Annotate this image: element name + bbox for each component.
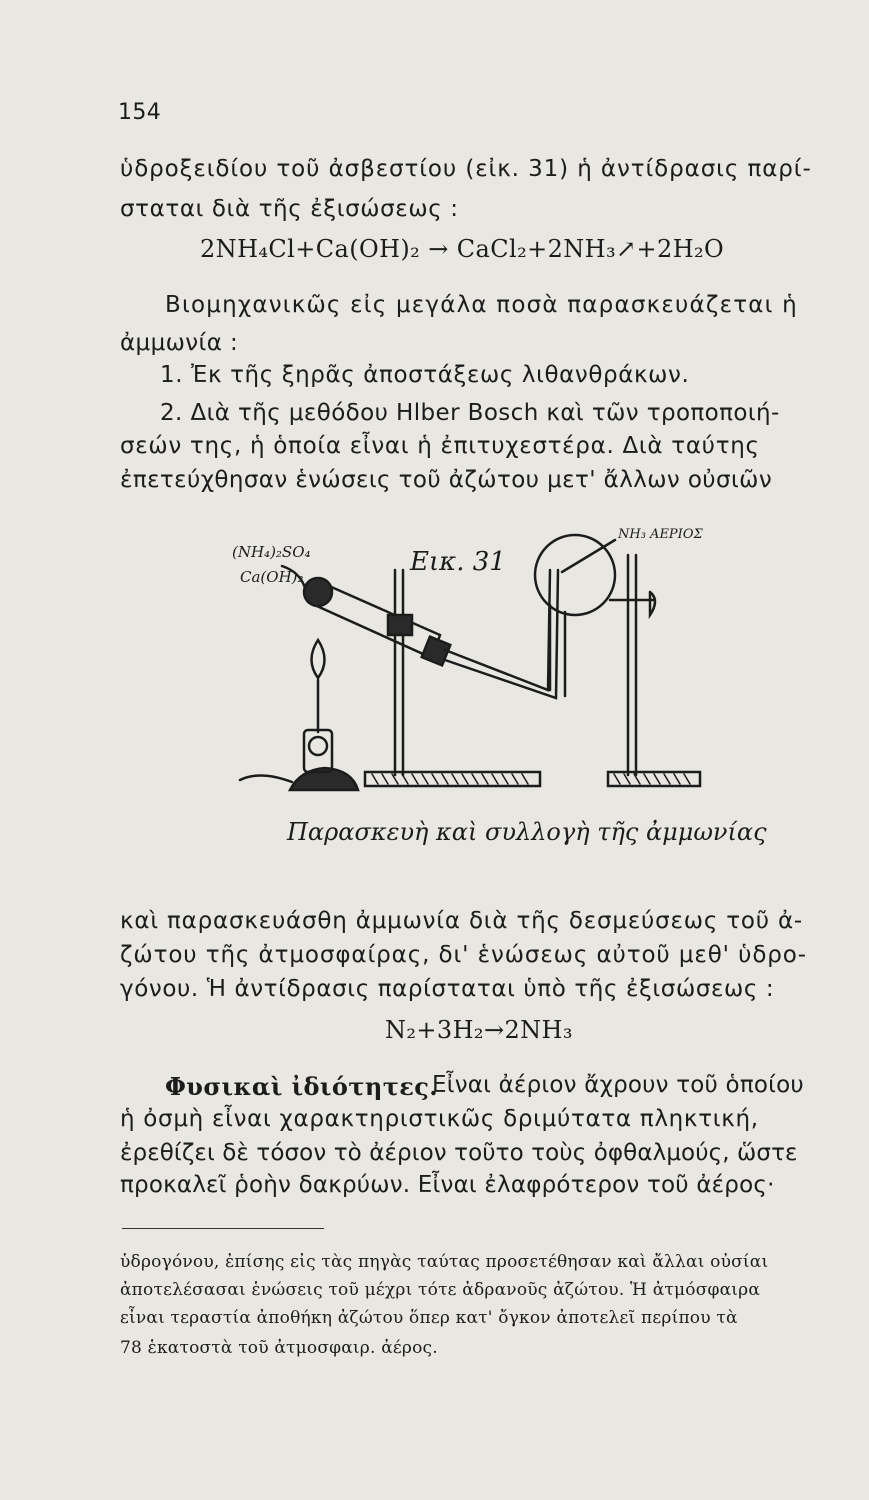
paragraph-4-line-2: ἡ ὀσμὴ εἶναι χαρακτηριστικῶς δριμύτατα πληκτική, [120,1106,759,1132]
list-item-2-line-3: ἐπετεύχθησαν ἑνώσεις τοῦ ἀζώτου μετ' ἄλλων οὐσιῶν [120,467,773,493]
paragraph-1-line-1: ὑδροξειδίου τοῦ ἀσβεστίου (εἰκ. 31) ἡ ἀντίδρασις παρί- [120,156,812,182]
paragraph-2-line-1: Βιομηχανικῶς εἰς μεγάλα ποσὰ παρασκευάζεται ἡ [165,292,798,318]
figure-caption: Παρασκευὴ καὶ συλλογὴ τῆς ἀμμωνίας [287,818,767,846]
delivery-tube [445,570,550,690]
equation-haber: N₂+3H₂→2NH₃ [385,1016,573,1044]
list-item-1: 1. Ἐκ τῆς ξηρᾶς ἀποστάξεως λιθανθράκων. [160,362,690,388]
list-item-2-line-2: σεών της, ἡ ὁποία εἶναι ἡ ἐπιτυχεστέρα. Διὰ ταύτης [120,433,760,459]
reagent-bottom-label: Ca(OH)₂ [240,568,304,586]
footnote-line-4: 78 ἑκατοστὰ τοῦ ἀτμοσφαιρ. ἀέρος. [120,1338,438,1358]
section-heading: Φυσικαὶ ἰδιότητες. [165,1072,439,1101]
paragraph-3-line-2: ζώτου τῆς ἀτμοσφαίρας, δι' ἑνώσεως αὐτοῦ μεθ' ὑδρο- [120,942,807,968]
paragraph-4-line-3: ἐρεθίζει δὲ τόσον τὸ ἀέριον τοῦτο τοὺς ὀφθαλμούς, ὥστε [120,1140,798,1166]
burner-flame [312,640,325,678]
gas-hose [240,775,292,782]
reagent-top-label: (NH₄)₂SO₄ [232,543,311,561]
right-stand-clamp [610,592,655,615]
gas-label: NH₃ ΑΕΡΙΟΣ [618,527,703,542]
paragraph-1-line-2: σταται διὰ τῆς ἐξισώσεως : [120,196,459,222]
equation-ammonia-lab: 2NH₄Cl+Ca(OH)₂ → CaCl₂+2NH₃↗+2H₂O [200,235,725,263]
paragraph-3-line-3: γόνου. Ἡ ἀντίδρασις παρίσταται ὑπὸ τῆς ἐξισώσεως : [120,976,775,1002]
paragraph-4-line-1: Εἶναι ἀέριον ἄχρουν τοῦ ὁποίου [432,1072,804,1098]
gas-arrow [562,540,615,572]
flask-mouth [304,578,332,606]
page-number: 154 [118,100,162,125]
burner-valve [309,737,327,755]
paragraph-2-line-2: ἀμμωνία : [120,330,239,356]
footnote-line-1: ὑδρογόνου, ἐπίσης εἰς τὰς πηγὰς ταύτας προσετέθησαν καὶ ἄλλαι οὐσίαι [120,1252,769,1272]
list-item-2-line-1: 2. Διὰ τῆς μεθόδου Hlber Bosch καὶ τῶν τροποποιή- [160,400,780,426]
footnote-line-3: εἶναι τεραστία ἀποθήκη ἀζώτου ὅπερ κατ' ὄγκον ἀποτελεῖ περίπου τὰ [120,1308,738,1328]
figure-apparatus [0,500,869,860]
paragraph-3-line-1: καὶ παρασκευάσθη ἀμμωνία διὰ τῆς δεσμεύσεως τοῦ ἀ- [120,908,804,934]
figure-label: Εικ. 31 [410,547,506,577]
paragraph-4-line-4: προκαλεῖ ῥοὴν δακρύων. Εἶναι ἐλαφρότερον τοῦ ἀέρος· [120,1172,775,1198]
left-stand-clamp [388,615,412,635]
footnote-line-2: ἀποτελέσασαι ἑνώσεις τοῦ μέχρι τότε ἀδρανοῦς ἀζώτου. Ἡ ἀτμόσφαιρα [120,1280,761,1300]
footnote-rule [122,1228,324,1229]
